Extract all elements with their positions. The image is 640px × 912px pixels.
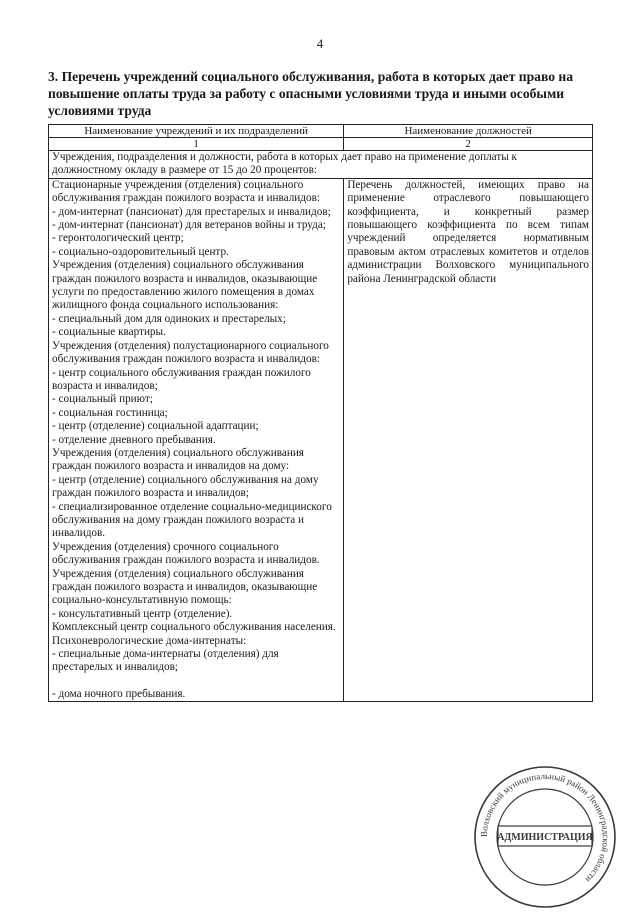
seal-ring-text: Волховский муниципальный район Ленинградской области	[478, 770, 612, 885]
list-item: - дома ночного пребывания.	[52, 687, 186, 700]
list-item: Учреждения (отделения) срочного социального обслуживания граждан пожилого возраста и инвалидов.	[52, 540, 320, 567]
list-item: - центр (отделение) социального обслуживания на дому граждан пожилого возраста и инвалидов;	[52, 473, 319, 500]
list-item: - отделение дневного пребывания.	[52, 433, 216, 446]
section-title: 3. Перечень учреждений социального обслуживания, работа в которых дает право на повышение оплаты труда за работу с опасными условиями труда и иными особыми условиями труда	[48, 69, 574, 118]
page-number: 4	[316, 36, 324, 51]
table-group-row	[49, 151, 593, 179]
list-item: - центр социального обслуживания граждан пожилого возраста и инвалидов;	[52, 366, 311, 392]
list-item: - центр (отделение) социальной адаптации;	[52, 420, 259, 433]
list-item: - социальный приют;	[52, 393, 153, 406]
table-header-row	[49, 125, 593, 138]
positions-cell: Перечень должностей, имеющих право на применение отраслевого повышающего коэффициента, и конкретный размер повышающего коэффициента по всем типам учреждений определяется нормативным правовым актом отраслевых комитетов и отделов администрации Волховского муниципального района Ленинградской области	[344, 178, 593, 701]
seal-center-text: АДМИНИСТРАЦИЯ	[497, 832, 593, 843]
table-column-numbers-row	[49, 138, 593, 151]
institutions-list	[52, 179, 340, 675]
list-item: - дом-интернат (пансионат) для престарелых и инвалидов;	[52, 205, 331, 218]
list-item: Учреждения (отделения) социального обслуживания граждан пожилого возраста и инвалидов, оказывающие социально-консультативную помощь:	[52, 567, 318, 607]
list-item: Учреждения (отделения) социального обслуживания граждан пожилого возраста и инвалидов, оказывающие услуги по предоставлению жилого помещения в домах жилищного фонда социального использования:	[52, 259, 318, 312]
list-item: Учреждения (отделения) полустационарного социального обслуживания граждан пожилого возраста и инвалидов:	[52, 339, 329, 366]
header-institutions: Наименование учреждений и их подразделений	[49, 125, 344, 138]
header-positions: Наименование должностей	[344, 125, 593, 138]
institutions-cell	[49, 178, 344, 701]
list-item: - специализированное отделение социально-медицинского обслуживания на дому граждан пожилого возраста и инвалидов.	[52, 500, 332, 540]
positions-table	[48, 124, 593, 702]
list-item: Комплексный центр социального обслуживания населения.	[52, 621, 336, 634]
list-item: - дом-интернат (пансионат) для ветеранов войны и труда;	[52, 219, 326, 232]
table-row	[49, 178, 593, 701]
list-item: - консультативный центр (отделение).	[52, 607, 233, 620]
list-item: - специальный дом для одиноких и престарелых;	[52, 312, 286, 325]
list-item: - геронтологический центр;	[52, 232, 184, 245]
column-number-1: 1	[49, 138, 344, 151]
list-item: - социальные квартиры.	[52, 326, 166, 339]
list-item: Психоневрологические дома-интернаты:	[52, 634, 247, 647]
list-item: Стационарные учреждения (отделения) социального обслуживания граждан пожилого возраста и инвалидов:	[52, 178, 320, 205]
list-item: Учреждения (отделения) социального обслуживания граждан пожилого возраста и инвалидов на дому:	[52, 446, 304, 473]
list-item: - социальная гостиница;	[52, 406, 168, 419]
official-seal	[470, 762, 620, 912]
list-item: - социально-оздоровительный центр.	[52, 245, 229, 258]
group-description: Учреждения, подразделения и должности, работа в которых дает право на применение доплаты к должностному окладу в размере от 15 до 20 процентов:	[49, 151, 593, 179]
column-number-2: 2	[344, 138, 593, 151]
list-item: - специальные дома-интернаты (отделения) для престарелых и инвалидов;	[52, 648, 279, 674]
